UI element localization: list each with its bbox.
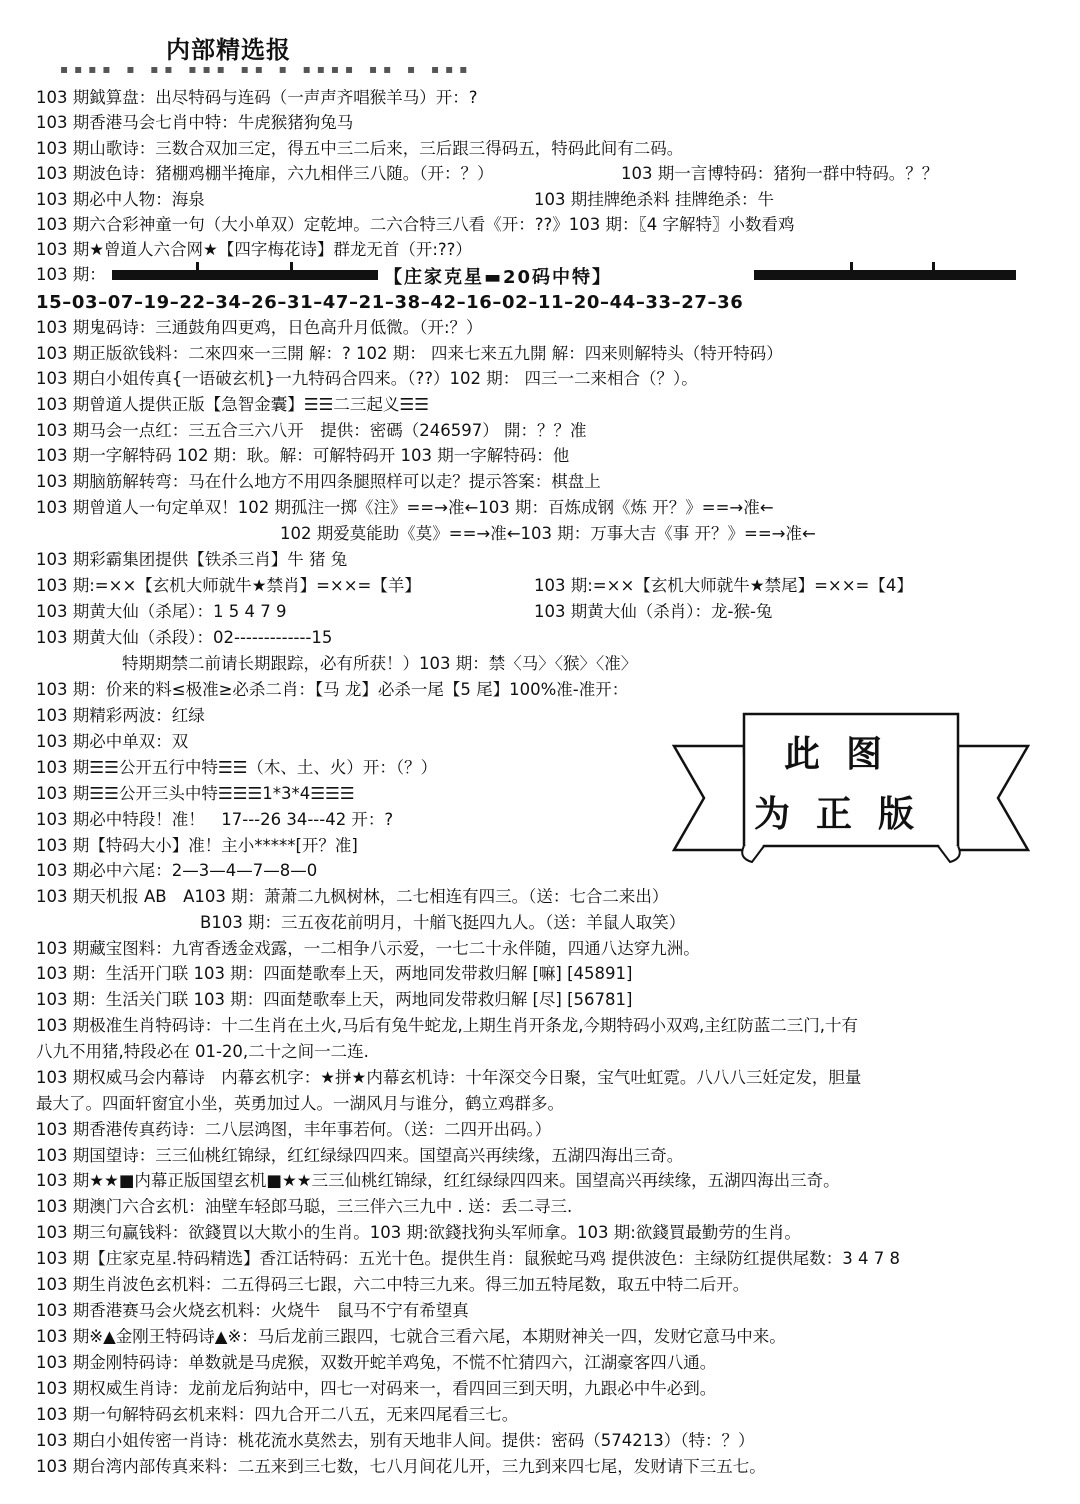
line-three-heads: 103 期☰☰公开三头中特☰☰☰1*3*4☰☰☰ [36, 784, 355, 803]
line-one-point-red: 103 期马会一点红：三五合三六八开 提供：密碼（246597） 開：？？准 [36, 421, 587, 440]
line-one-word-bet: 103 期一言博特码：猪狗一群中特码。？？ [621, 164, 939, 183]
line-guowang-poem: 103 期国望诗：三三仙桃红锦绿，红红绿绿四四来。国望高兴再续缘，五湖四海出三奇。 [36, 1146, 684, 1165]
line-folk-song: 103 期山歌诗：三数合双加三定，得五中三二后来，三后跟三得码五，特码此间有二码。 [36, 139, 684, 158]
stamp-line-1: 此图 [784, 733, 909, 775]
line-six-tails: 103 期必中六尾：2—3—4—7—8—0 [36, 861, 318, 880]
cut-off-line: ▪▪▪▪ ▪ ▪▪ ▪▪▪ ▪▪ ▪ ▪▪▪▪ ▪▪ ▪ ▪▪▪ [60, 64, 474, 74]
line-brain-teaser: 103 期脑筋解转弯：马在什么地方不用四条腿照样可以走？提示答案：棋盘上 [36, 472, 601, 491]
line-one-char: 103 期一字解特码 102 期：耿。解：可解特码开 103 期一字解特码：他 [36, 446, 570, 465]
line-fire-mystery: 103 期香港赛马会火烧玄机料：火烧牛 鼠马不宁有希望真 [36, 1301, 469, 1320]
line-macau-mystery: 103 期澳门六合玄机：油壁车轻郎马聪，三三伴六三九中 . 送：丢二寻三. [36, 1197, 573, 1216]
line-desire-money: 103 期正版欲钱料：二來四來一三開 解：? 102 期： 四来七来五九開 解：四来则解特头（特开特码） [36, 344, 783, 363]
line-hanging-kill: 103 期挂牌绝杀料 挂牌绝杀：牛 [534, 190, 774, 209]
banner-number-sequence: 15–03–07–19–22–34–26–31–47–21–38–42–16–02–11–20–44–33–27–36 [36, 292, 744, 313]
line-tianji-a: 103 期天机报 AB A103 期：萧萧二九枫树林，二七相连有四三。（送：七合二来出） [36, 887, 669, 906]
line-zodiac-wave: 103 期生肖波色玄机料：二五得码三七跟，六二中特三九来。得三加五特尾数，取五中特二后开。 [36, 1275, 750, 1294]
line-forbid-zodiac: 103 期:=××【玄机大师就牛★禁肖】=××=【羊】 [36, 576, 421, 595]
line-single-double: 103 期曾道人一句定单双！102 期孤注一掷《注》==→准←103 期：百炼成钢《炼 开？》==→准← [36, 498, 774, 517]
stamp-line-2: 为正版 [754, 793, 941, 835]
line-plum-poem: 103 期★曾道人六合网★【四字梅花诗】群龙无首（开:??） [36, 240, 472, 259]
line-big-small: 103 期【特码大小】准！主小*****[开？准] [36, 836, 358, 855]
line-odd-even: 103 期必中单双：双 [36, 732, 189, 751]
line-hk-seven-zodiac: 103 期香港马会七肖中特：牛虎猴猪狗兔马 [36, 113, 354, 132]
line-kill-zodiac: 103 期黄大仙（杀肖）：龙-猴-兔 [534, 602, 773, 621]
line-insider-poem-cont: 最大了。四面轩窗宜小坐，英勇加过人。一湖风月与谁分，鹤立鸡群多。 [36, 1094, 564, 1113]
line-vajra-king: 103 期※▲金刚王特码诗▲※：马后龙前三跟四，七就合三看六尾，本期财神关一四，发财它意马中来。 [36, 1327, 786, 1346]
line-three-sentences: 103 期三句赢钱料：欲錢買以大欺小的生肖。103 期:欲錢找狗头军师拿。103 期:欲錢買最勤劳的生肖。 [36, 1223, 801, 1242]
banner-bar-left [112, 270, 378, 280]
line-miss-white: 103 期白小姐传真{一语破玄机}一九特码合四来。（??）102 期： 四三一二来相合（？）。 [36, 369, 698, 388]
line-banner-prefix: 103 期： [36, 265, 106, 284]
line-ghost-code: 103 期鬼码诗：三通鼓角四更鸡，日色高升月低微。（开:？） [36, 318, 483, 337]
line-must-segment: 103 期必中特段！准！ 17---26 34---42 开：? [36, 810, 394, 829]
line-guowang-insider: 103 期★★■内幕正版国望玄机■★★三三仙桃红锦绿，红红绿绿四四来。国望高兴再续缘，五湖四海出三奇。 [36, 1171, 840, 1190]
line-miss-white-secret: 103 期白小姐传密一肖诗：桃花流水莫然去，别有天地非人间。提供：密码（574213）（特：？） [36, 1431, 755, 1450]
line-must-kill: 103 期：价来的料≤极准≥必杀二肖：【马 龙】必杀一尾【5 尾】100%准-准开： [36, 680, 629, 699]
line-abacus: 103 期鉞算盘：出尽特码与连码（一声声齐唱猴羊马）开：? [36, 88, 478, 107]
banner-title: 【庄家克星▬20码中特】 [384, 267, 613, 288]
line-one-sentence: 103 期一句解特码玄机来料：四九合开二八五，无来四尾看三七。 [36, 1405, 519, 1424]
line-hk-medicine: 103 期香港传真药诗：二八层鸿图，丰年事若何。（送：二四开出码。） [36, 1120, 552, 1139]
line-forbid-notice: 特期期禁二前请长期跟踪，必有所获！）103 期：禁〈马〉〈猴〉〈准〉 [122, 654, 638, 673]
line-zodiac-poem: 103 期极准生肖特码诗：十二生肖在土火,马后有兔牛蛇龙,上期生肖开条龙,今期特码小双鸡,主红防蓝二三门,十有 [36, 1016, 858, 1035]
line-child-prodigy: 103 期六合彩神童一句（大小单双）定乾坤。二六合特三八看《开：??》103 期：〖4 字解特〗小数看鸡 [36, 215, 795, 234]
line-two-waves: 103 期精彩两波：红绿 [36, 706, 205, 725]
line-wave-poem: 103 期波色诗：猪棚鸡棚半掩扉，六九相伴三八随。（开：？） [36, 164, 494, 183]
line-five-elements: 103 期☰☰公开五行中特☰☰（木、土、火）开：（？） [36, 758, 438, 777]
line-dealer-picks: 103 期【庄家克星.特码精选】香江话特码：五光十色。提供生肖：鼠猴蛇马鸡 提供波色：主绿防红提供尾数：3 4 7 8 [36, 1249, 900, 1268]
authentic-stamp [668, 706, 1034, 866]
banner-bar-right [754, 270, 1016, 280]
line-vajra-poem: 103 期金刚特码诗：单数就是马虎猴，双数开蛇羊鸡兔，不慌不忙猜四六，江湖豪客四八通。 [36, 1353, 717, 1372]
line-insider-poem: 103 期权威马会内幕诗 内幕玄机字：★拼★内幕玄机诗：十年深交今日聚，宝气吐虹霓。八八八三妊定发，胆量 [36, 1068, 862, 1087]
line-close-couplet: 103 期：生活关门联 103 期：四面楚歌奉上天，两地同发带救归解 [尽] [56781] [36, 990, 633, 1009]
line-kill-tail: 103 期黄大仙（杀尾）：1 5 4 7 9 [36, 602, 287, 621]
line-iron-kill: 103 期彩霸集团提供【铁杀三肖】牛 猪 兔 [36, 550, 348, 569]
line-forbid-tail: 103 期:=××【玄机大师就牛★禁尾】=××=【4】 [534, 576, 913, 595]
line-zodiac-poem-cont: 八九不用猪,特段必在 01-20,二十之间一二连. [36, 1042, 369, 1061]
line-treasure-map: 103 期藏宝图料：九宵香透金戏露，一二相争八示爱，一七二十永伴随，四通八达穿九洲。 [36, 939, 700, 958]
line-must-hit-person: 103 期必中人物：海泉 [36, 190, 205, 209]
page-title: 内部精选报 [166, 36, 291, 64]
line-kill-segment: 103 期黄大仙（杀段）：02-------------15 [36, 628, 333, 647]
line-open-couplet: 103 期：生活开门联 103 期：四面楚歌奉上天，两地同发带救归解 [嘛] [45891] [36, 964, 633, 983]
line-taiwan-fax: 103 期台湾内部传真来料：二五来到三七数，七八月间花儿开，三九到来四七尾，发财请下三五七。 [36, 1457, 766, 1476]
line-tianji-b: B103 期：三五夜花前明月，十艏飞挺四九人。（送：羊鼠人取笑） [200, 913, 686, 932]
line-golden-bag: 103 期曾道人提供正版【急智金囊】☰☰二三起义☰☰ [36, 395, 429, 414]
line-single-double-cont: 102 期爱莫能助《莫》==→准←103 期：万事大吉《事 开？》==→准← [280, 524, 816, 543]
line-authority-zodiac: 103 期权威生肖诗：龙前龙后狗站中，四七一对码来一，看四回三到天明，九跟必中牛必到。 [36, 1379, 717, 1398]
